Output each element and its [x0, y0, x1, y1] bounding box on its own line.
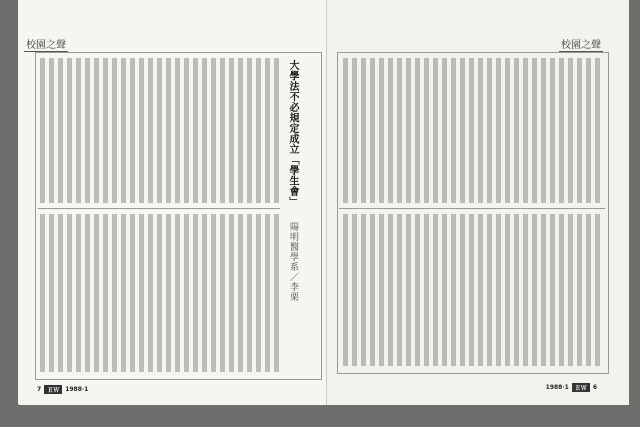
footer-left	[37, 385, 88, 394]
footer-right	[546, 383, 597, 392]
page-number: 7	[37, 386, 42, 393]
right-page	[326, 0, 629, 405]
magazine-badge: ＥＷ	[572, 383, 590, 392]
article-title: 大學法不必規定成立「學生會」	[287, 60, 298, 207]
column-divider	[339, 208, 605, 209]
left-page	[18, 0, 326, 405]
issue-date: 1988·1	[545, 384, 569, 391]
section-header-right: 校園之聲	[559, 36, 603, 52]
body-text-upper-left	[40, 58, 280, 203]
body-text-lower-left	[40, 214, 280, 372]
column-divider	[38, 208, 280, 209]
body-text-upper-right	[343, 58, 601, 203]
section-header-left: 校園之聲	[24, 36, 68, 52]
magazine-badge: ＥＷ	[44, 385, 62, 394]
article-author: 陽明醫學系／李栗	[288, 222, 298, 302]
page-number: 6	[592, 384, 597, 391]
body-text-lower-right	[343, 214, 601, 366]
issue-date: 1988·1	[65, 386, 89, 393]
